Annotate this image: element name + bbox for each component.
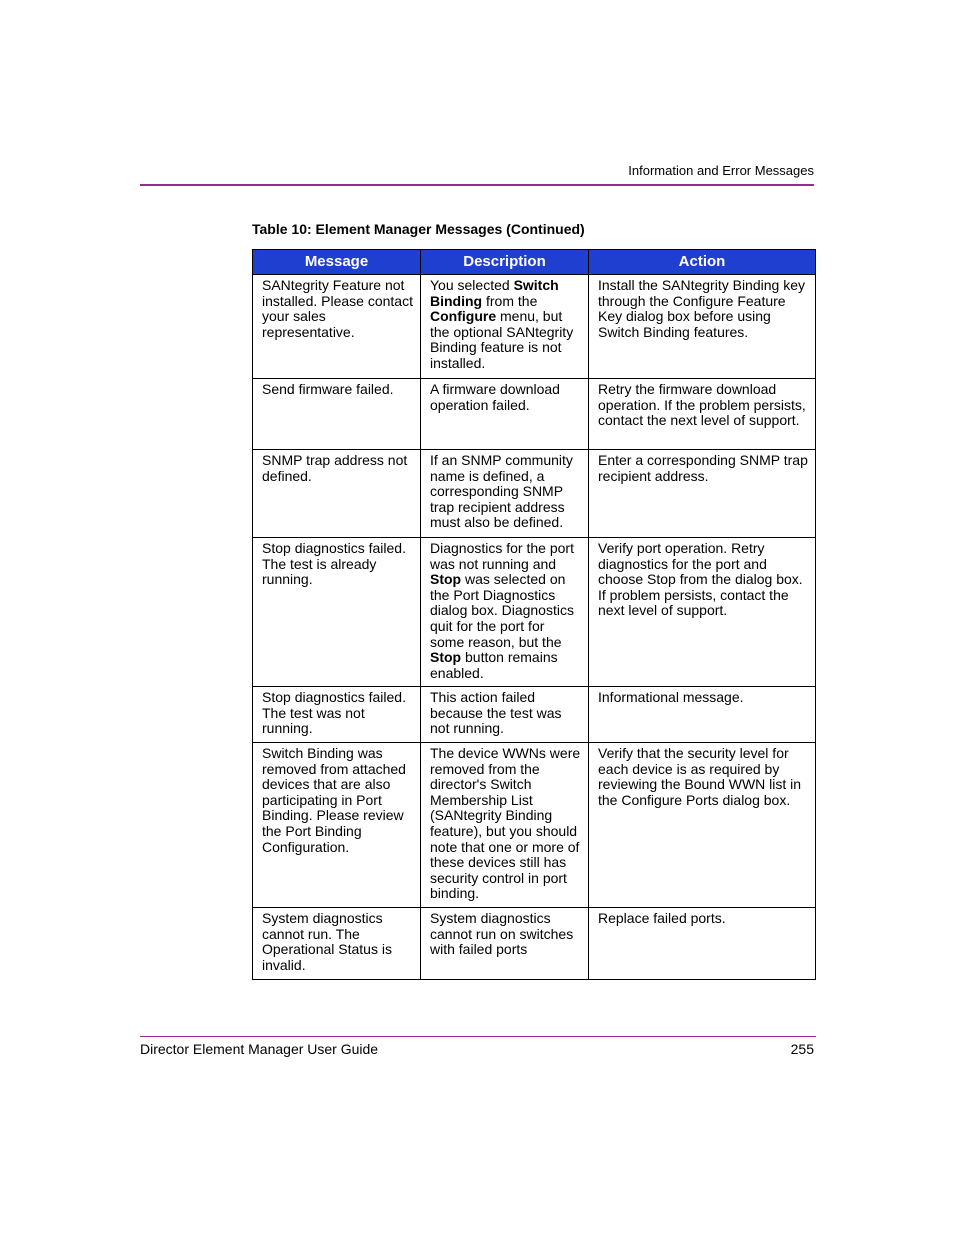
footer-book-title: Director Element Manager User Guide [140, 1041, 379, 1057]
action-cell: Retry the firmware download operation. If the problem persists, contact the next level of support. [589, 379, 816, 450]
action-cell: Install the SANtegrity Binding key through the Configure Feature Key dialog box before using Switch Binding features. [589, 275, 816, 379]
message-cell: Stop diagnostics failed. The test was not running. [253, 687, 421, 743]
description-text: If an SNMP community name is defined, a corresponding SNMP trap recipient address must also be defined. [430, 452, 573, 531]
message-cell: Stop diagnostics failed. The test is already running. [253, 538, 421, 687]
description-cell [421, 538, 589, 687]
table-row [253, 275, 816, 379]
action-cell: Enter a corresponding SNMP trap recipient address. [589, 450, 816, 538]
message-cell: Switch Binding was removed from attached devices that are also participating in Port Binding. Please review the Port Binding Configuration. [253, 743, 421, 908]
description-cell [421, 275, 589, 379]
table-caption: Table 10: Element Manager Messages (Continued) [252, 221, 585, 237]
bold-ui-term: Configure [430, 308, 497, 325]
action-cell: Verify port operation. Retry diagnostics for the port and choose Stop from the dialog box. If problem persists, contact the next level of support. [589, 538, 816, 687]
column-header-action: Action [589, 250, 816, 275]
running-header: Information and Error Messages [628, 163, 814, 178]
description-text: menu, but the optional SANtegrity Binding feature is not installed. [430, 308, 574, 371]
table-row [253, 450, 816, 538]
page-number: 255 [790, 1041, 814, 1057]
action-cell: Replace failed ports. [589, 908, 816, 980]
description-cell [421, 450, 589, 538]
description-text: This action failed because the test was not running. [430, 689, 562, 737]
table-row [253, 379, 816, 450]
column-header-description: Description [421, 250, 589, 275]
table-row [253, 908, 816, 980]
message-cell: SNMP trap address not defined. [253, 450, 421, 538]
description-text: button remains enabled. [430, 649, 558, 681]
action-cell: Verify that the security level for each device is as required by reviewing the Bound WWN list in the Configure Ports dialog box. [589, 743, 816, 908]
description-text: was selected on the Port Diagnostics dialog box. Diagnostics quit for the port for some reason, but the [430, 571, 574, 650]
description-cell [421, 908, 589, 980]
message-cell: Send firmware failed. [253, 379, 421, 450]
bold-ui-term: Stop [430, 649, 462, 666]
footer-rule [140, 1036, 816, 1037]
message-cell: SANtegrity Feature not installed. Please contact your sales representative. [253, 275, 421, 379]
bold-ui-term: Switch Binding [430, 277, 559, 309]
description-text: from the [482, 292, 538, 309]
header-rule [140, 184, 814, 186]
table-row [253, 743, 816, 908]
bold-ui-term: Stop [430, 571, 462, 588]
column-header-message: Message [253, 250, 421, 275]
description-text: A firmware download operation failed. [430, 381, 560, 413]
description-text: The device WWNs were removed from the director's Switch Membership List (SANtegrity Binding feature), but you should note that one or more of these devices still has security control in port binding. [430, 745, 581, 902]
description-text: You selected [430, 277, 514, 293]
description-text: Diagnostics for the port was not running and [430, 540, 574, 572]
table-row [253, 538, 816, 687]
action-cell: Informational message. [589, 687, 816, 743]
description-cell [421, 687, 589, 743]
messages-table [252, 249, 816, 980]
description-text: System diagnostics cannot run on switches with failed ports [430, 910, 574, 958]
message-cell: System diagnostics cannot run. The Operational Status is invalid. [253, 908, 421, 980]
description-cell [421, 379, 589, 450]
description-cell [421, 743, 589, 908]
table-header-row [253, 250, 816, 275]
table-row [253, 687, 816, 743]
